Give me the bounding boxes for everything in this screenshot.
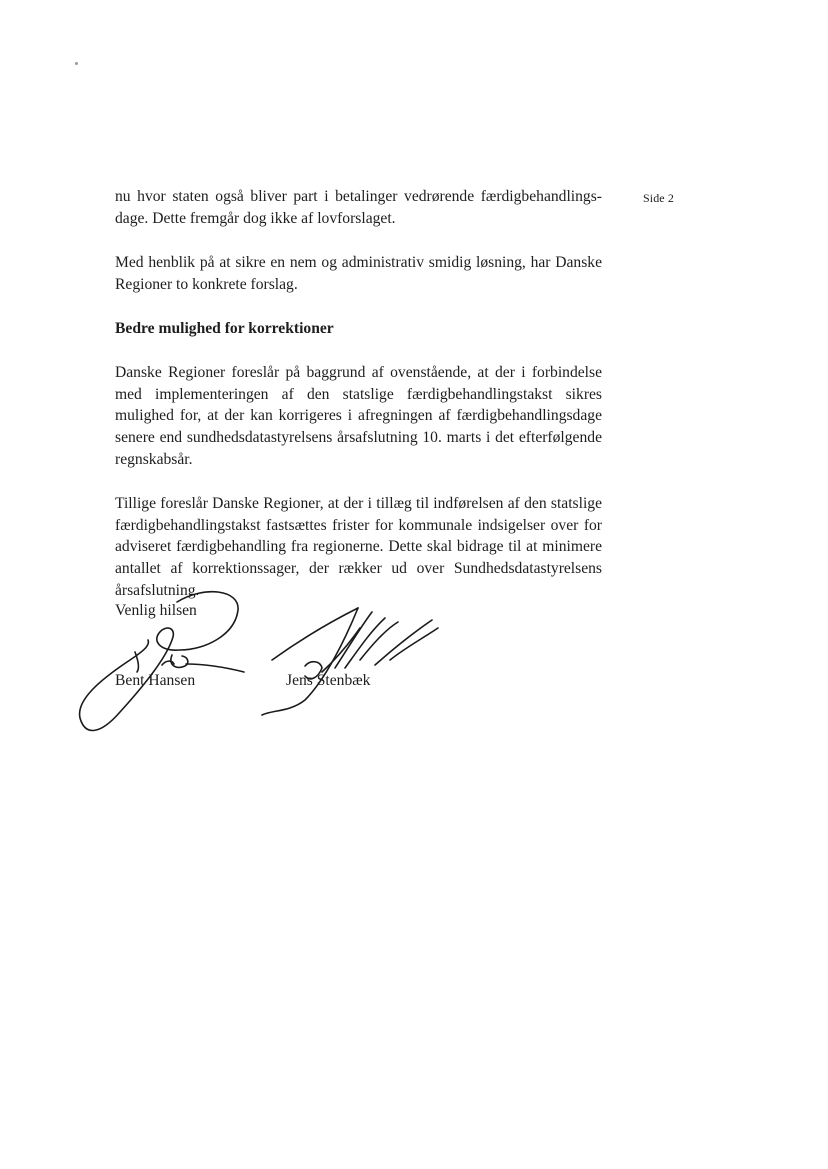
paragraph-3: Danske Regioner foreslår på baggrund af ovenstående, at der i forbindelse med implementeringen af den statslige færdigbehandlingstakst sikres mulighed for, at der kan korrigeres i afregningen af færdigbehandlingsdage senere end sundhedsdatastyrelsens årsafslutning 10. marts i det efterfølgende regnskabsår.: [115, 364, 602, 468]
scan-speck: [75, 62, 78, 65]
signer-name-1: Bent Hansen: [115, 672, 196, 689]
signature-2-handwritten: [262, 608, 438, 715]
paragraph-1: nu hvor staten også bliver part i betalinger vedrørende færdigbehandlings-dage. Dette fremgår dog ikke af lovforslaget.: [115, 188, 602, 227]
signer-name-2: Jens Stenbæk: [286, 672, 371, 689]
paragraph-2: Med henblik på at sikre en nem og administrativ smidig løsning, har Danske Regioner to konkrete forslag.: [115, 253, 602, 293]
section-heading: Bedre mulighed for korrektioner: [115, 319, 334, 337]
paragraph-4: Tillige foreslår Danske Regioner, at der i tillæg til indførelsen af den statslige færdigbehandlingstakst fastsættes frister for kommunale indsigelser over for adviseret færdigbehandling fra regionerne. Dette skal bidrage til at minimere antallet af korrektionssager, der rækker ud over Sundhedsdatastyrelsens årsafslutning.: [115, 495, 602, 599]
letter-body: [115, 186, 602, 602]
page-number: Side 2: [643, 191, 674, 205]
closing-greeting: Venlig hilsen: [115, 602, 197, 619]
